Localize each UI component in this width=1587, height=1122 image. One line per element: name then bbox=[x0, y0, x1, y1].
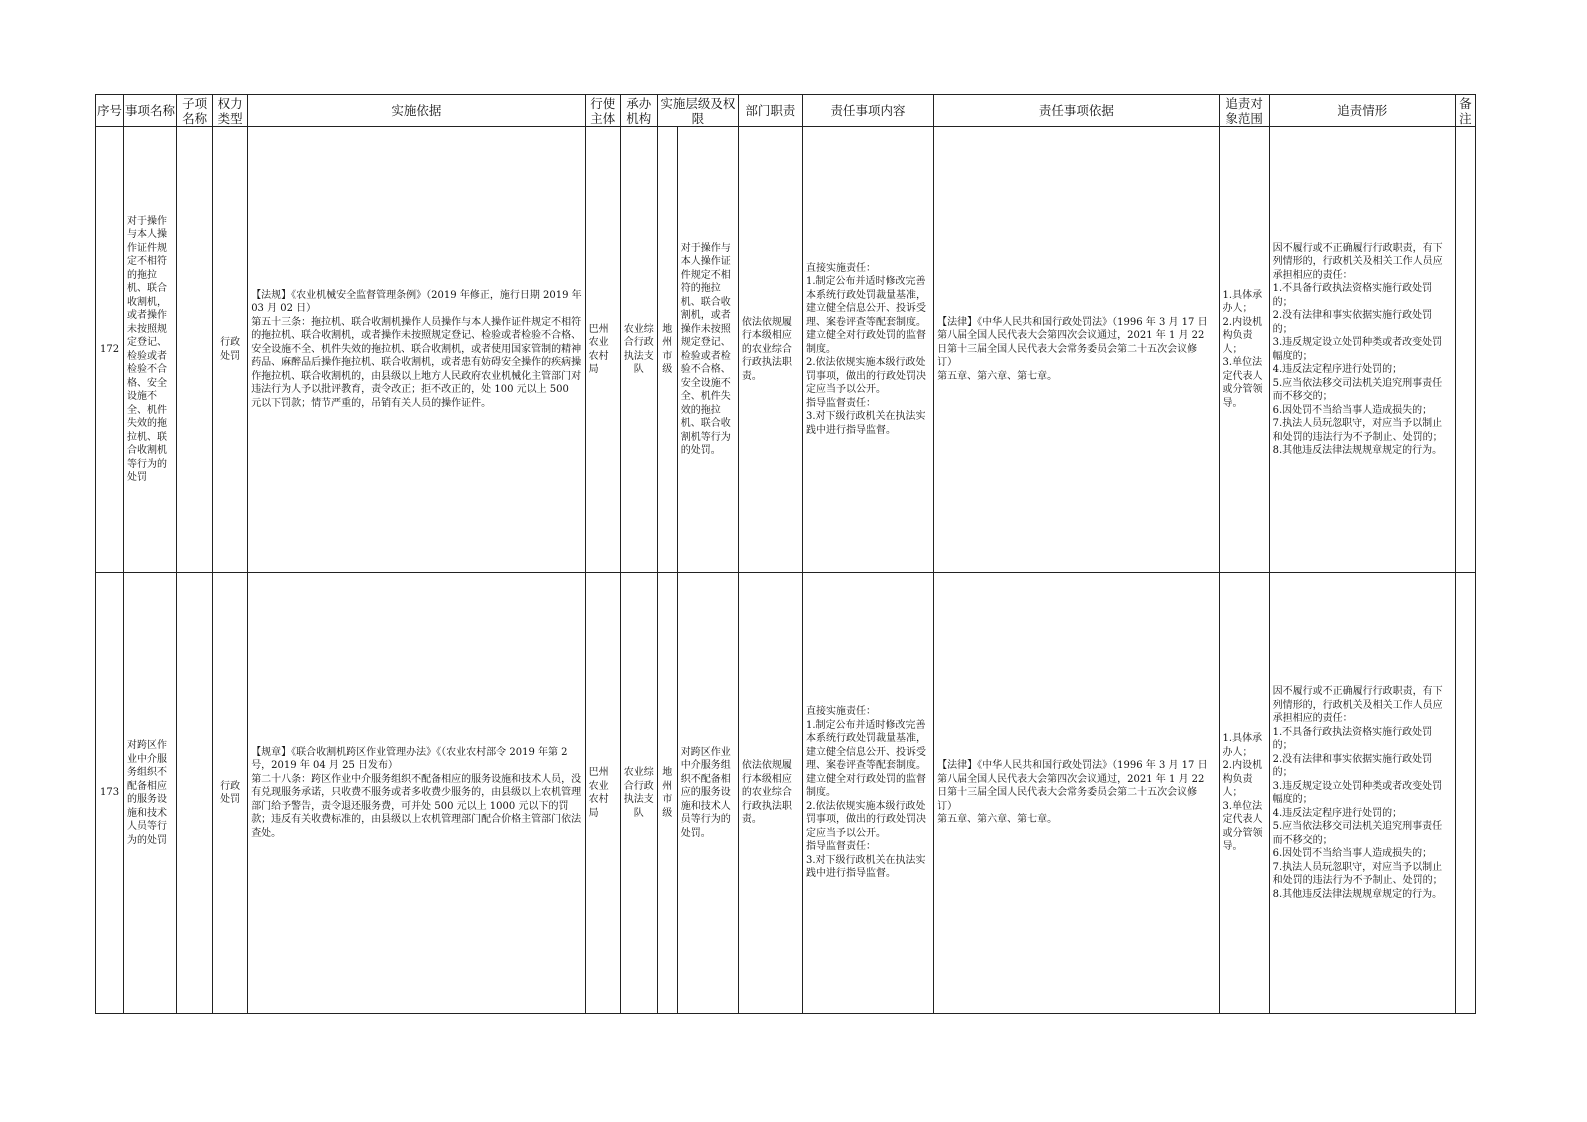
cell-scope: 1.具体承办人； 2.内设机构负责人； 3.单位法定代表人或分管领导。 bbox=[1219, 573, 1269, 1014]
header-power-type: 权力类型 bbox=[213, 95, 248, 127]
cell-remark bbox=[1455, 127, 1475, 573]
header-basis: 实施依据 bbox=[248, 95, 585, 127]
cell-item-name: 对跨区作业中介服务组织不配备相应的服务设施和技术人员等行为的处罚 bbox=[124, 573, 177, 1014]
cell-remark bbox=[1455, 573, 1475, 1014]
header-accountability: 追责情形 bbox=[1269, 95, 1455, 127]
cell-seq: 172 bbox=[96, 127, 124, 573]
cell-level-name: 地州市级 bbox=[657, 127, 677, 573]
cell-level-scope: 对于操作与本人操作证件规定不相符的拖拉机、联合收割机，或者操作未按照规定登记、检验或者检验不合格、安全设施不全、机件失效的拖拉机、联合收割机等行为的处罚。 bbox=[677, 127, 738, 573]
cell-subject: 巴州农业农村局 bbox=[585, 127, 620, 573]
cell-resp-content: 直接实施责任： 1.制定公布并适时修改完善本系统行政处罚裁量基准，建立健全信息公开、投诉受理、案卷评查等配套制度。建立健全对行政处罚的监督制度。 2.依法依规实施本级行政处罚事项，做出的行政处罚决定应当予以公开。 指导监督责任： 3.对下级行政机关在执法实践中进行指导监督。 bbox=[802, 573, 933, 1014]
table-row bbox=[96, 573, 1476, 1014]
cell-subject: 巴州农业农村局 bbox=[585, 573, 620, 1014]
cell-level-name: 地州市级 bbox=[657, 573, 677, 1014]
table-row bbox=[96, 127, 1476, 573]
cell-power-type: 行政处罚 bbox=[213, 573, 248, 1014]
cell-seq: 173 bbox=[96, 573, 124, 1014]
cell-resp-content: 直接实施责任： 1.制定公布并适时修改完善本系统行政处罚裁量基准，建立健全信息公开、投诉受理、案卷评查等配套制度。建立健全对行政处罚的监督制度。 2.依法依规实施本级行政处罚事项，做出的行政处罚决定应当予以公开。 指导监督责任： 3.对下级行政机关在执法实践中进行指导监督。 bbox=[802, 127, 933, 573]
header-org: 承办机构 bbox=[620, 95, 657, 127]
cell-resp-basis: 【法律】《中华人民共和国行政处罚法》（1996 年 3 月 17 日第八届全国人民代表大会第四次会议通过，2021 年 1 月 22 日第十三届全国人民代表大会常务委员会第二十五次会议修订） 第五章、第六章、第七章。 bbox=[934, 573, 1219, 1014]
cell-basis: 【法规】《农业机械安全监督管理条例》（2019 年修正，施行日期 2019 年 03 月 02 日） 第五十三条：拖拉机、联合收割机操作人员操作与本人操作证件规定不相符的拖拉机、联合收割机，或者操作未按照规定登记、检验或者检验不合格、安全设施不全、机件失效的拖拉机、联合收割机，或者使用国家管制的精神药品、麻醉品后操作拖拉机、联合收割机，或者患有妨碍安全操作的疾病操作拖拉机、联合收割机的，由县级以上地方人民政府农业机械化主管部门对违法行为人予以批评教育，责令改正；拒不改正的，处 100 元以上 500 元以下罚款；情节严重的，吊销有关人员的操作证件。 bbox=[248, 127, 585, 573]
cell-duty: 依法依规履行本级相应的农业综合行政执法职责。 bbox=[738, 573, 802, 1014]
header-level: 实施层级及权限 bbox=[657, 95, 738, 127]
header-scope: 追责对象范围 bbox=[1219, 95, 1269, 127]
cell-sub-name bbox=[177, 573, 213, 1014]
header-resp-content: 责任事项内容 bbox=[802, 95, 933, 127]
cell-org: 农业综合行政执法支队 bbox=[620, 127, 657, 573]
header-subject: 行使主体 bbox=[585, 95, 620, 127]
cell-scope: 1.具体承办人； 2.内设机构负责人； 3.单位法定代表人或分管领导。 bbox=[1219, 127, 1269, 573]
cell-accountability: 因不履行或不正确履行行政职责，有下列情形的，行政机关及相关工作人员应承担相应的责任： 1.不具备行政执法资格实施行政处罚的； 2.没有法律和事实依据实施行政处罚的； 3.违反规定设立处罚种类或者改变处罚幅度的； 4.违反法定程序进行处罚的； 5.应当依法移交司法机关追究刑事责任而不移交的； 6.因处罚不当给当事人造成损失的； 7.执法人员玩忽职守，对应当予以制止和处罚的违法行为不予制止、处罚的； 8.其他违反法律法规规章规定的行为。 bbox=[1269, 573, 1455, 1014]
cell-power-type: 行政处罚 bbox=[213, 127, 248, 573]
power-list-table bbox=[95, 94, 1476, 1014]
header-duty: 部门职责 bbox=[738, 95, 802, 127]
header-sub-name: 子项名称 bbox=[177, 95, 213, 127]
cell-sub-name bbox=[177, 127, 213, 573]
cell-org: 农业综合行政执法支队 bbox=[620, 573, 657, 1014]
cell-basis: 【规章】《联合收割机跨区作业管理办法》《（农业农村部令 2019 年第 2 号，2019 年 04 月 25 日发布） 第二十八条：跨区作业中介服务组织不配备相应的服务设施和技术人员，没有兑现服务承诺，只收费不服务或者多收费少服务的，由县级以上农机管理部门给予警告，责令退还服务费，可并处 500 元以上 1000 元以下的罚款；违反有关收费标准的，由县级以上农机管理部门配合价格主管部门依法查处。 bbox=[248, 573, 585, 1014]
cell-item-name: 对于操作与本人操作证件规定不相符的拖拉机、联合收割机，或者操作未按照规定登记、检验或者检验不合格、安全设施不全、机件失效的拖拉机、联合收割机等行为的处罚 bbox=[124, 127, 177, 573]
cell-resp-basis: 【法律】《中华人民共和国行政处罚法》（1996 年 3 月 17 日第八届全国人民代表大会第四次会议通过，2021 年 1 月 22 日第十三届全国人民代表大会常务委员会第二十五次会议修订） 第五章、第六章、第七章。 bbox=[934, 127, 1219, 573]
cell-level-scope: 对跨区作业中介服务组织不配备相应的服务设施和技术人员等行为的处罚。 bbox=[677, 573, 738, 1014]
cell-accountability: 因不履行或不正确履行行政职责，有下列情形的，行政机关及相关工作人员应承担相应的责任： 1.不具备行政执法资格实施行政处罚的； 2.没有法律和事实依据实施行政处罚的； 3.违反规定设立处罚种类或者改变处罚幅度的； 4.违反法定程序进行处罚的； 5.应当依法移交司法机关追究刑事责任而不移交的； 6.因处罚不当给当事人造成损失的； 7.执法人员玩忽职守，对应当予以制止和处罚的违法行为不予制止、处罚的； 8.其他违反法律法规规章规定的行为。 bbox=[1269, 127, 1455, 573]
header-remark: 备注 bbox=[1455, 95, 1475, 127]
header-resp-basis: 责任事项依据 bbox=[934, 95, 1219, 127]
header-seq: 序号 bbox=[96, 95, 124, 127]
cell-duty: 依法依规履行本级相应的农业综合行政执法职责。 bbox=[738, 127, 802, 573]
header-item-name: 事项名称 bbox=[124, 95, 177, 127]
header-row bbox=[96, 95, 1476, 127]
